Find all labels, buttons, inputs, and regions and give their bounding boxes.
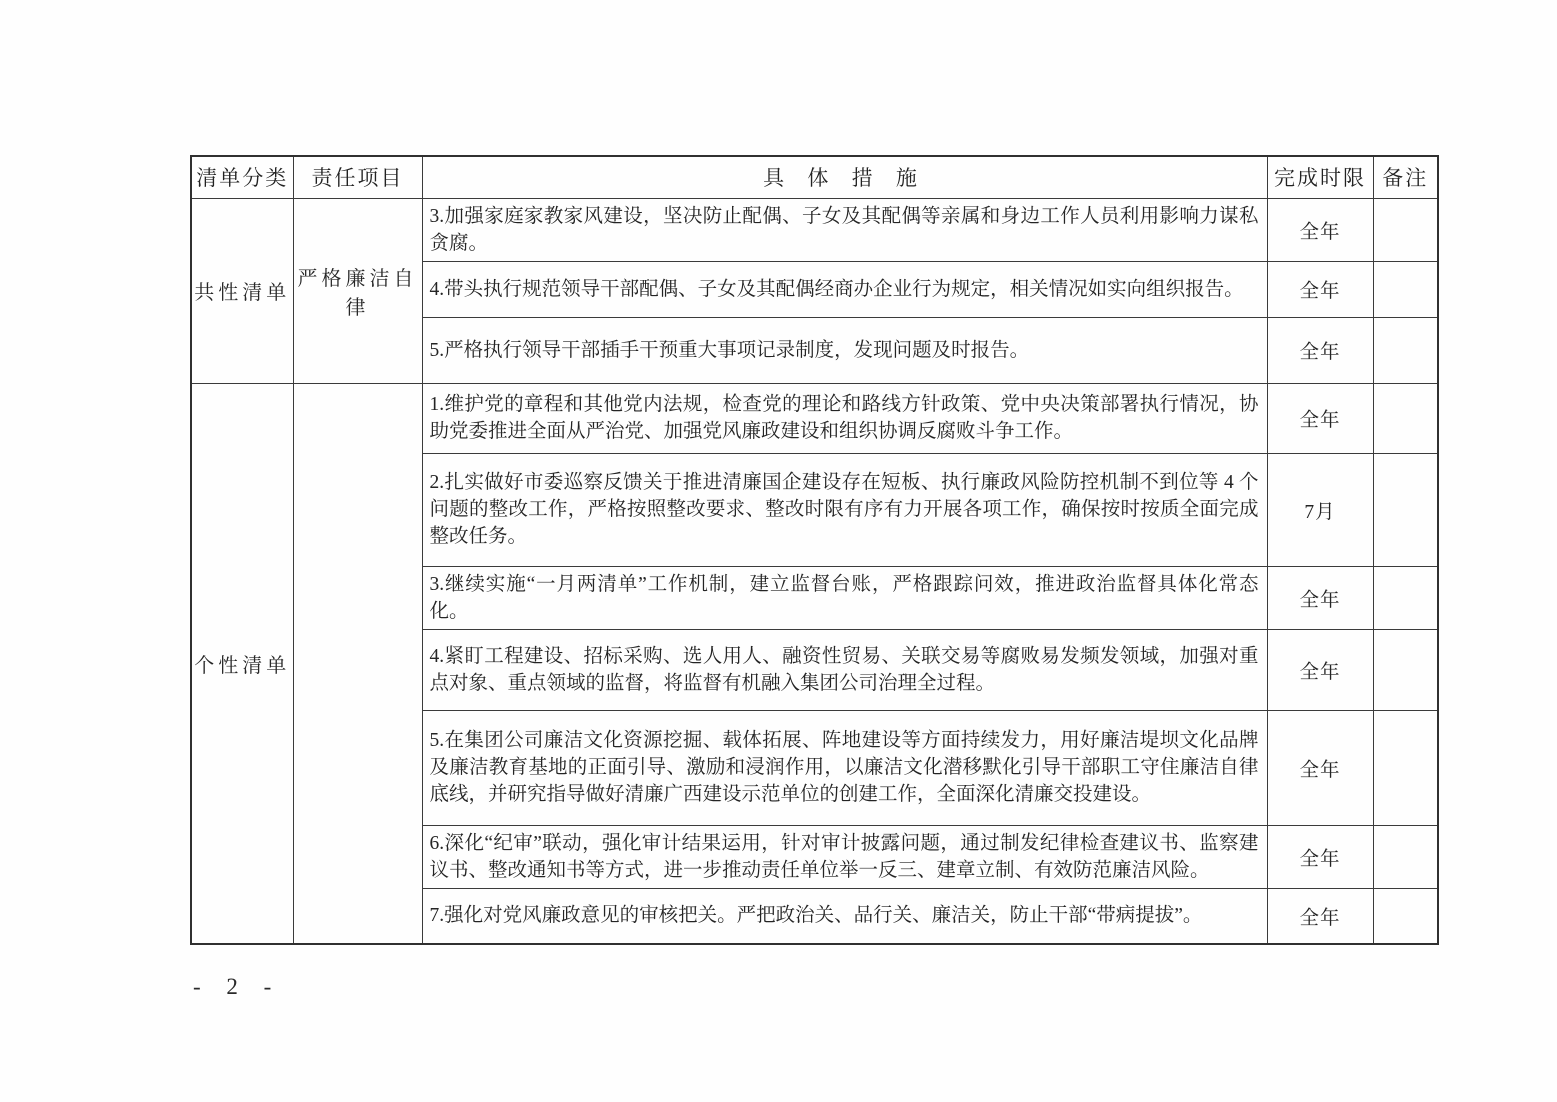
deadline-value: 全年 [1267,383,1373,453]
remark-cell [1373,825,1438,888]
measure-text: 3.加强家庭家教家风建设，坚决防止配偶、子女及其配偶等亲属和身边工作人员利用影响力谋私贪腐。 [422,198,1267,261]
remark-cell [1373,710,1438,825]
deadline-value: 全年 [1267,888,1373,944]
measure-text: 7.强化对党风廉政意见的审核把关。严把政治关、品行关、廉洁关，防止干部“带病提拔”。 [422,888,1267,944]
page-number: - 2 - [193,974,282,999]
remark-cell [1373,261,1438,317]
column-header-measures: 具 体 措 施 [422,156,1267,198]
measure-text: 3.继续实施“一月两清单”工作机制，建立监督台账，严格跟踪问效，推进政治监督具体化常态化。 [422,566,1267,629]
section-category: 个性清单 [191,383,293,944]
remark-cell [1373,198,1438,261]
deadline-value: 全年 [1267,710,1373,825]
remark-cell [1373,888,1438,944]
column-header-deadline: 完成时限 [1267,156,1373,198]
deadline-value: 7月 [1267,453,1373,566]
measure-text: 2.扎实做好市委巡察反馈关于推进清廉国企建设存在短板、执行廉政风险防控机制不到位等 4 个问题的整改工作，严格按照整改要求、整改时限有序有力开展各项工作，确保按时按质全面完成整改任务。 [422,453,1267,566]
remark-cell [1373,453,1438,566]
table-header-row [191,156,1438,198]
deadline-value: 全年 [1267,317,1373,383]
measure-text: 4.带头执行规范领导干部配偶、子女及其配偶经商办企业行为规定，相关情况如实向组织报告。 [422,261,1267,317]
column-header-remark: 备注 [1373,156,1438,198]
table-row [191,383,1438,453]
remark-cell [1373,383,1438,453]
responsibility-list-table [190,155,1439,945]
deadline-value: 全年 [1267,566,1373,629]
remark-cell [1373,317,1438,383]
column-header-project: 责任项目 [293,156,422,198]
measure-text: 6.深化“纪审”联动，强化审计结果运用，针对审计披露问题，通过制发纪律检查建议书、监察建议书、整改通知书等方式，进一步推动责任单位举一反三、建章立制、有效防范廉洁风险。 [422,825,1267,888]
measure-text: 1.维护党的章程和其他党内法规，检查党的理论和路线方针政策、党中央决策部署执行情况，协助党委推进全面从严治党、加强党风廉政建设和组织协调反腐败斗争工作。 [422,383,1267,453]
section-project: 严格廉洁自律 [293,198,422,383]
deadline-value: 全年 [1267,629,1373,710]
deadline-value: 全年 [1267,198,1373,261]
remark-cell [1373,629,1438,710]
measure-text: 5.在集团公司廉洁文化资源挖掘、载体拓展、阵地建设等方面持续发力，用好廉洁堤坝文化品牌及廉洁教育基地的正面引导、激励和浸润作用，以廉洁文化潜移默化引导干部职工守住廉洁自律底线，并研究指导做好清廉广西建设示范单位的创建工作，全面深化清廉交投建设。 [422,710,1267,825]
section-category: 共性清单 [191,198,293,383]
remark-cell [1373,566,1438,629]
deadline-value: 全年 [1267,261,1373,317]
table-row [191,198,1438,261]
measure-text: 4.紧盯工程建设、招标采购、选人用人、融资性贸易、关联交易等腐败易发频发领域，加强对重点对象、重点领域的监督，将监督有机融入集团公司治理全过程。 [422,629,1267,710]
measure-text: 5.严格执行领导干部插手干预重大事项记录制度，发现问题及时报告。 [422,317,1267,383]
deadline-value: 全年 [1267,825,1373,888]
section-project [293,383,422,944]
column-header-category: 清单分类 [191,156,293,198]
